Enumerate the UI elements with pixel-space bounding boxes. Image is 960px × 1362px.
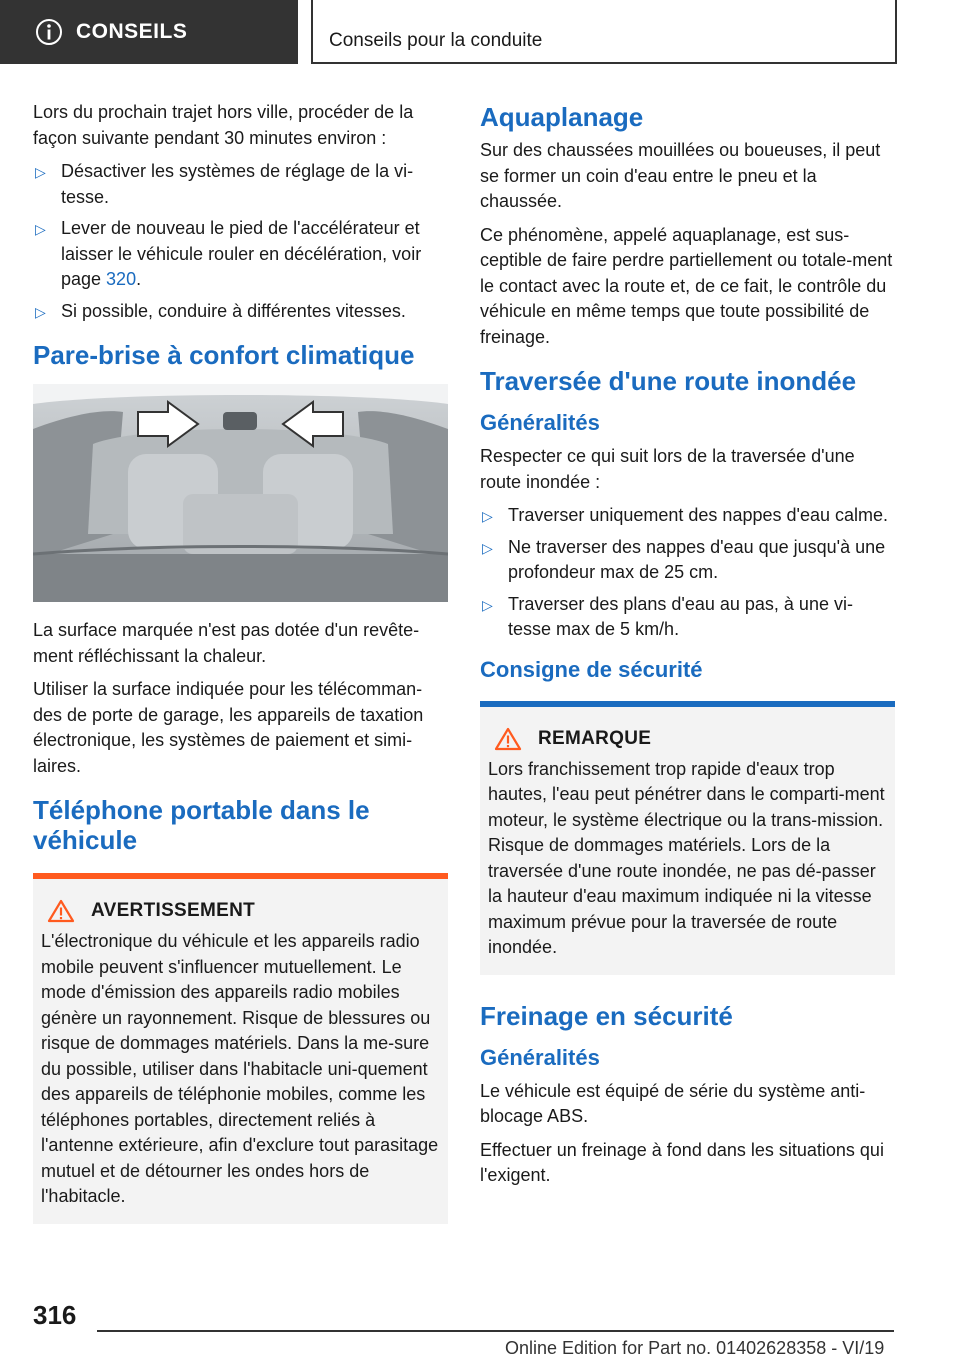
subheading-safety: Consigne de sécurité xyxy=(480,656,703,682)
header-section-tab xyxy=(0,0,298,64)
heading-braking: Freinage en sécurité xyxy=(480,1000,733,1031)
header-title: Conseils pour la conduite xyxy=(329,30,543,51)
header-title-box xyxy=(311,0,897,64)
bullet-triangle-icon: ▷ xyxy=(35,221,46,237)
surface-paragraph-2: Utiliser la surface indiquée pour les télécomman‐des de porte de garage, les appareils de taxation électronique, les systèmes de paiement et simi‐laires. xyxy=(33,679,424,776)
warning-triangle-icon xyxy=(494,727,522,751)
bullet-triangle-icon: ▷ xyxy=(482,596,493,613)
bullet-triangle-icon: ▷ xyxy=(35,164,46,180)
list-item: ▷ Lever de nouveau le pied de l'accélérateur et laisser le véhicule rouler en décélération, voir page 320. xyxy=(35,218,422,289)
notice-text: Lors franchissement trop rapide d'eaux trop hautes, l'eau peut pénétrer dans le comparti‐ment moteur, le système électrique ou la trans‐mission. Risque de dommages matériels. Lors de la traversée d'une route inondée, ne pas dé‐passer la hauteur d'eau maximum indiquée ni la vitesse maximum prévue pour la traversée de route inondée. xyxy=(488,758,885,957)
left-column xyxy=(33,100,448,1224)
subheading-general-1: Généralités xyxy=(480,410,600,435)
surface-paragraph-1: La surface marquée n'est pas dotée d'un revête‐ment réfléchissant la chaleur. xyxy=(33,620,420,666)
driving-steps-list xyxy=(33,159,448,324)
bullet-triangle-icon: ▷ xyxy=(35,303,46,320)
warning-title: AVERTISSEMENT xyxy=(91,900,256,921)
list-item: ▷ Traverser des plans d'eau au pas, à une vi‐tesse max de 5 km/h. xyxy=(482,593,853,639)
list-item: ▷ Si possible, conduire à différentes vitesses. xyxy=(33,299,448,325)
aqua-paragraph-1: Sur des chaussées mouillées ou boueuses, il peut se former un coin d'eau entre le pneu et la chaussée. xyxy=(480,140,881,211)
right-column xyxy=(480,100,895,1197)
heading-phone: Téléphone portable dans le véhicule xyxy=(33,795,370,855)
page-number: 316 xyxy=(33,1300,77,1330)
warning-triangle-icon xyxy=(47,899,75,923)
list-item: ▷ Traverser uniquement des nappes d'eau calme. xyxy=(480,503,895,529)
page-link[interactable]: 320 xyxy=(106,269,137,289)
flood-paragraph: Respecter ce qui suit lors de la traversée d'une route inondée : xyxy=(480,446,855,492)
bullet-triangle-icon: ▷ xyxy=(482,508,493,524)
brake-paragraph-2: Effectuer un freinage à fond dans les situations qui l'exigent. xyxy=(480,1139,884,1185)
subheading-general-2: Généralités xyxy=(480,1044,600,1070)
list-item: ▷ Ne traverser des nappes d'eau que jusqu'à une profondeur max de 25 cm. xyxy=(482,536,886,582)
heading-windshield: Pare-brise à confort climatique xyxy=(33,340,415,370)
warning-text: L'électronique du véhicule et les appareils radio mobile peuvent s'influencer mutuellement. Le mode d'émission des appareils radio mobiles génère un rayonnement. Risque de blessures ou risque de dommages matériels. Dans la me‐sure du possible, utiliser dans l'habitacle uni‐quement des appareils de téléphonie mobiles, comme les téléphones portables, directement reliés à l'antenne extérieure, afin d'exclure tout parasitage mutuel et de détourner les ondes hors de l'habitacle. xyxy=(41,931,439,1206)
header-section-label: CONSEILS xyxy=(76,20,188,43)
info-icon xyxy=(34,17,64,47)
notice-box xyxy=(480,701,895,975)
brake-paragraph-1: Le véhicule est équipé de série du système anti‐blocage ABS. xyxy=(480,1080,866,1126)
footer-edition: Online Edition for Part no. 01402628358 - VI/19 xyxy=(505,1338,885,1358)
warning-box xyxy=(33,873,448,1224)
list-item: ▷ Désactiver les systèmes de réglage de la vi‐tesse. xyxy=(35,161,414,207)
footer-divider xyxy=(97,1330,894,1332)
windshield-photo xyxy=(33,384,448,602)
aqua-paragraph-2: Ce phénomène, appelé aquaplanage, est sus‐ceptible de faire perdre partiellement ou totale‐ment le contact avec la route et, de ce fait, le contrôle du véhicule en même temps que toute possibilité de freinage. xyxy=(480,224,893,347)
intro-paragraph: Lors du prochain trajet hors ville, procéder de la façon suivante pendant 30 minutes environ : xyxy=(33,102,414,148)
heading-aquaplaning: Aquaplanage xyxy=(480,102,644,132)
flood-rules-list xyxy=(480,503,895,643)
bullet-triangle-icon: ▷ xyxy=(482,539,493,556)
notice-title: REMARQUE xyxy=(538,727,652,749)
heading-flooded-road: Traversée d'une route inondée xyxy=(480,366,857,396)
